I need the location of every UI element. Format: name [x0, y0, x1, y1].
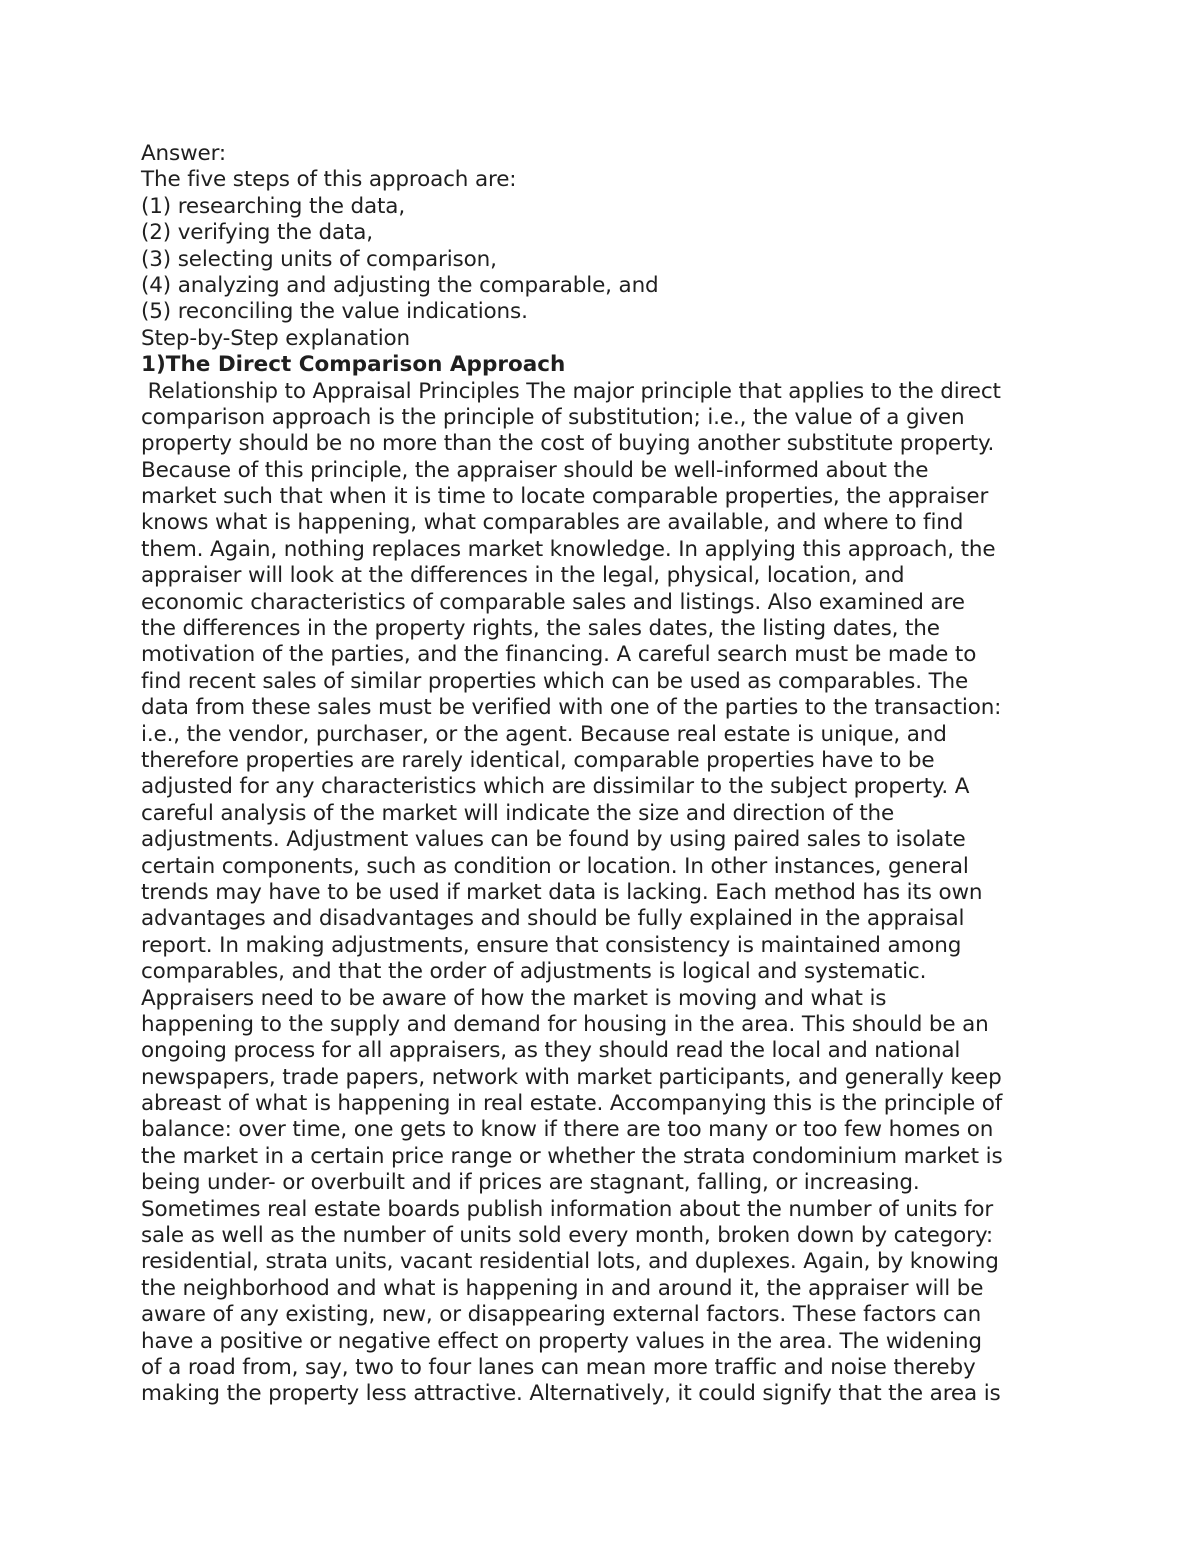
section-heading: 1)The Direct Comparison Approach [141, 352, 566, 378]
body-line: knows what is happening, what comparables are available, and where to find [141, 510, 964, 536]
answer-label: Answer: [141, 141, 227, 166]
body-line: newspapers, trade papers, network with market participants, and generally keep [141, 1064, 1002, 1090]
body-line: the neighborhood and what is happening in and around it, the appraiser will be [141, 1275, 984, 1301]
step-item: (2) verifying the data, [141, 220, 373, 246]
step-item: (1) researching the data, [141, 193, 406, 219]
body-line: data from these sales must be verified with one of the parties to the transaction: [141, 695, 1002, 721]
body-line: residential, strata units, vacant residential lots, and duplexes. Again, by knowing [141, 1249, 999, 1275]
document-content [141, 141, 1071, 1408]
body-line: making the property less attractive. Alternatively, it could signify that the area is [141, 1381, 1001, 1407]
body-line: adjusted for any characteristics which are dissimilar to the subject property. A [141, 774, 970, 800]
body-line: Because of this principle, the appraiser should be well-informed about the [141, 457, 929, 483]
body-line: Sometimes real estate boards publish information about the number of units for [141, 1196, 994, 1222]
body-line: sale as well as the number of units sold every month, broken down by category: [141, 1223, 993, 1249]
body-line: therefore properties are rarely identical, comparable properties have to be [141, 747, 935, 773]
step-item: (5) reconciling the value indications. [141, 299, 528, 325]
steps-intro: The five steps of this approach are: [141, 167, 517, 193]
explanation-label: Step-by-Step explanation [141, 325, 411, 351]
body-line: i.e., the vendor, purchaser, or the agent. Because real estate is unique, and [141, 721, 947, 747]
body-line: them. Again, nothing replaces market knowledge. In applying this approach, the [141, 536, 996, 562]
body-line: report. In making adjustments, ensure that consistency is maintained among [141, 932, 962, 958]
body-line: aware of any existing, new, or disappearing external factors. These factors can [141, 1302, 982, 1328]
body-line: being under- or overbuilt and if prices are stagnant, falling, or increasing. [141, 1170, 920, 1196]
body-line: abreast of what is happening in real estate. Accompanying this is the principle of [141, 1091, 1003, 1117]
body-line: trends may have to be used if market data is lacking. Each method has its own [141, 879, 983, 905]
body-line: appraiser will look at the differences in the legal, physical, location, and [141, 563, 905, 589]
body-line: have a positive or negative effect on property values in the area. The widening [141, 1328, 982, 1354]
body-line: balance: over time, one gets to know if there are too many or too few homes on [141, 1117, 994, 1143]
body-line: adjustments. Adjustment values can be found by using paired sales to isolate [141, 827, 966, 853]
body-line: economic characteristics of comparable sales and listings. Also examined are [141, 589, 965, 615]
body-line: Appraisers need to be aware of how the market is moving and what is [141, 985, 887, 1011]
body-line: motivation of the parties, and the financing. A careful search must be made to [141, 642, 977, 668]
step-item: (4) analyzing and adjusting the comparable, and [141, 272, 659, 298]
body-line: of a road from, say, two to four lanes can mean more traffic and noise thereby [141, 1354, 976, 1380]
step-item: (3) selecting units of comparison, [141, 246, 497, 272]
body-line: comparables, and that the order of adjustments is logical and systematic. [141, 959, 927, 985]
body-line: advantages and disadvantages and should be fully explained in the appraisal [141, 906, 965, 932]
body-line: certain components, such as condition or location. In other instances, general [141, 853, 969, 879]
body-line: ongoing process for all appraisers, as they should read the local and national [141, 1038, 961, 1064]
body-line: comparison approach is the principle of substitution; i.e., the value of a given [141, 404, 965, 430]
body-line: careful analysis of the market will indicate the size and direction of the [141, 800, 895, 826]
body-line: find recent sales of similar properties which can be used as comparables. The [141, 668, 969, 694]
body-text [141, 379, 1071, 1408]
body-line: Relationship to Appraisal Principles The major principle that applies to the direct [141, 378, 1001, 404]
body-line: the differences in the property rights, the sales dates, the listing dates, the [141, 616, 940, 642]
body-line: the market in a certain price range or whether the strata condominium market is [141, 1143, 1003, 1169]
body-line: happening to the supply and demand for housing in the area. This should be an [141, 1011, 989, 1037]
body-line: property should be no more than the cost of buying another substitute property. [141, 431, 995, 457]
body-line: market such that when it is time to locate comparable properties, the appraiser [141, 484, 989, 510]
